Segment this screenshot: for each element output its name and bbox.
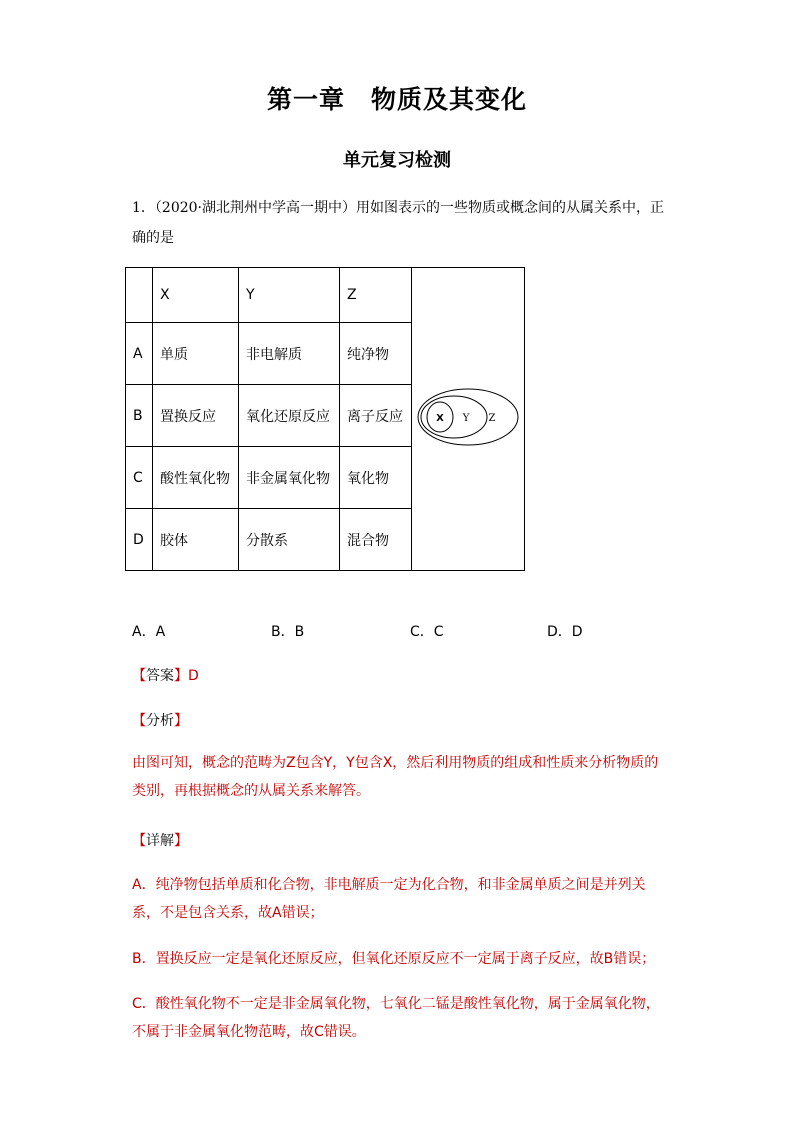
answer-bracket-close: 】 <box>174 668 188 684</box>
diagram-label-y: Y <box>462 413 470 424</box>
row-letter: C <box>126 447 153 509</box>
row-letter: A <box>126 323 153 385</box>
answer-line <box>132 665 199 685</box>
question-stem-line2: 确的是 <box>132 230 174 246</box>
question-stem-line1: 1．（2020·湖北荆州中学高一期中）用如图表示的一些物质或概念间的从属关系中，正 <box>132 200 664 216</box>
table-header-cell: Z <box>340 268 412 323</box>
detail-bracket-open: 【 <box>132 833 146 849</box>
unit-title: 单元复习检测 <box>343 150 451 171</box>
cell-x: 胶体 <box>153 509 239 571</box>
cell-x: 酸性氧化物 <box>153 447 239 509</box>
diagram-label-z: Z <box>488 413 496 424</box>
cell-y: 分散系 <box>239 509 340 571</box>
cell-z: 离子反应 <box>340 385 412 447</box>
option-d: D．D <box>547 624 583 640</box>
analysis-label: 分析 <box>146 713 174 729</box>
analysis-bracket-open: 【 <box>132 713 146 729</box>
cell-z: 纯净物 <box>340 323 412 385</box>
detail-bracket-close: 】 <box>174 833 188 849</box>
answer-label: 答案 <box>146 668 174 684</box>
cell-x: 置换反应 <box>153 385 239 447</box>
option-b: B．B <box>271 624 305 640</box>
answer-value: D <box>188 668 199 684</box>
row-letter: B <box>126 385 153 447</box>
diagram-cell <box>412 268 525 571</box>
ellipse-y <box>421 396 487 438</box>
set-inclusion-diagram <box>416 387 520 447</box>
chapter-title: 第一章 物质及其变化 <box>266 85 527 114</box>
question-table <box>125 267 525 571</box>
cell-y: 非金属氧化物 <box>239 447 340 509</box>
cell-x: 单质 <box>153 323 239 385</box>
option-a: A．A <box>132 624 166 640</box>
detail-label: 详解 <box>146 833 174 849</box>
answer-bracket-open: 【 <box>132 668 146 684</box>
analysis-heading <box>132 710 188 730</box>
table-header-row <box>126 268 525 323</box>
row-letter: D <box>126 509 153 571</box>
diagram-label-x: X <box>436 413 444 424</box>
cell-z: 氧化物 <box>340 447 412 509</box>
table-header-cell: Y <box>239 268 340 323</box>
table-header-cell: X <box>153 268 239 323</box>
detail-item-b: B．置换反应一定是氧化还原反应，但氧化还原反应不一定属于离子反应，故B错误； <box>132 951 656 967</box>
option-c: C．C <box>410 624 444 640</box>
detail-item-a: A．纯净物包括单质和化合物，非电解质一定为化合物，和非金属单质之间是并列关系，不是包含关系，故A错误； <box>132 877 646 921</box>
table-header-cell <box>126 268 153 323</box>
detail-heading <box>132 830 188 850</box>
analysis-text: 由图可知，概念的范畴为Z包含Y，Y包含X，然后利用物质的组成和性质来分析物质的类别，再根据概念的从属关系来解答。 <box>132 755 659 799</box>
cell-y: 非电解质 <box>239 323 340 385</box>
cell-y: 氧化还原反应 <box>239 385 340 447</box>
detail-item-c: C．酸性氧化物不一定是非金属氧化物，七氧化二锰是酸性氧化物，属于金属氧化物，不属于非金属氧化物范畴，故C错误。 <box>132 996 660 1040</box>
cell-z: 混合物 <box>340 509 412 571</box>
analysis-bracket-close: 】 <box>174 713 188 729</box>
